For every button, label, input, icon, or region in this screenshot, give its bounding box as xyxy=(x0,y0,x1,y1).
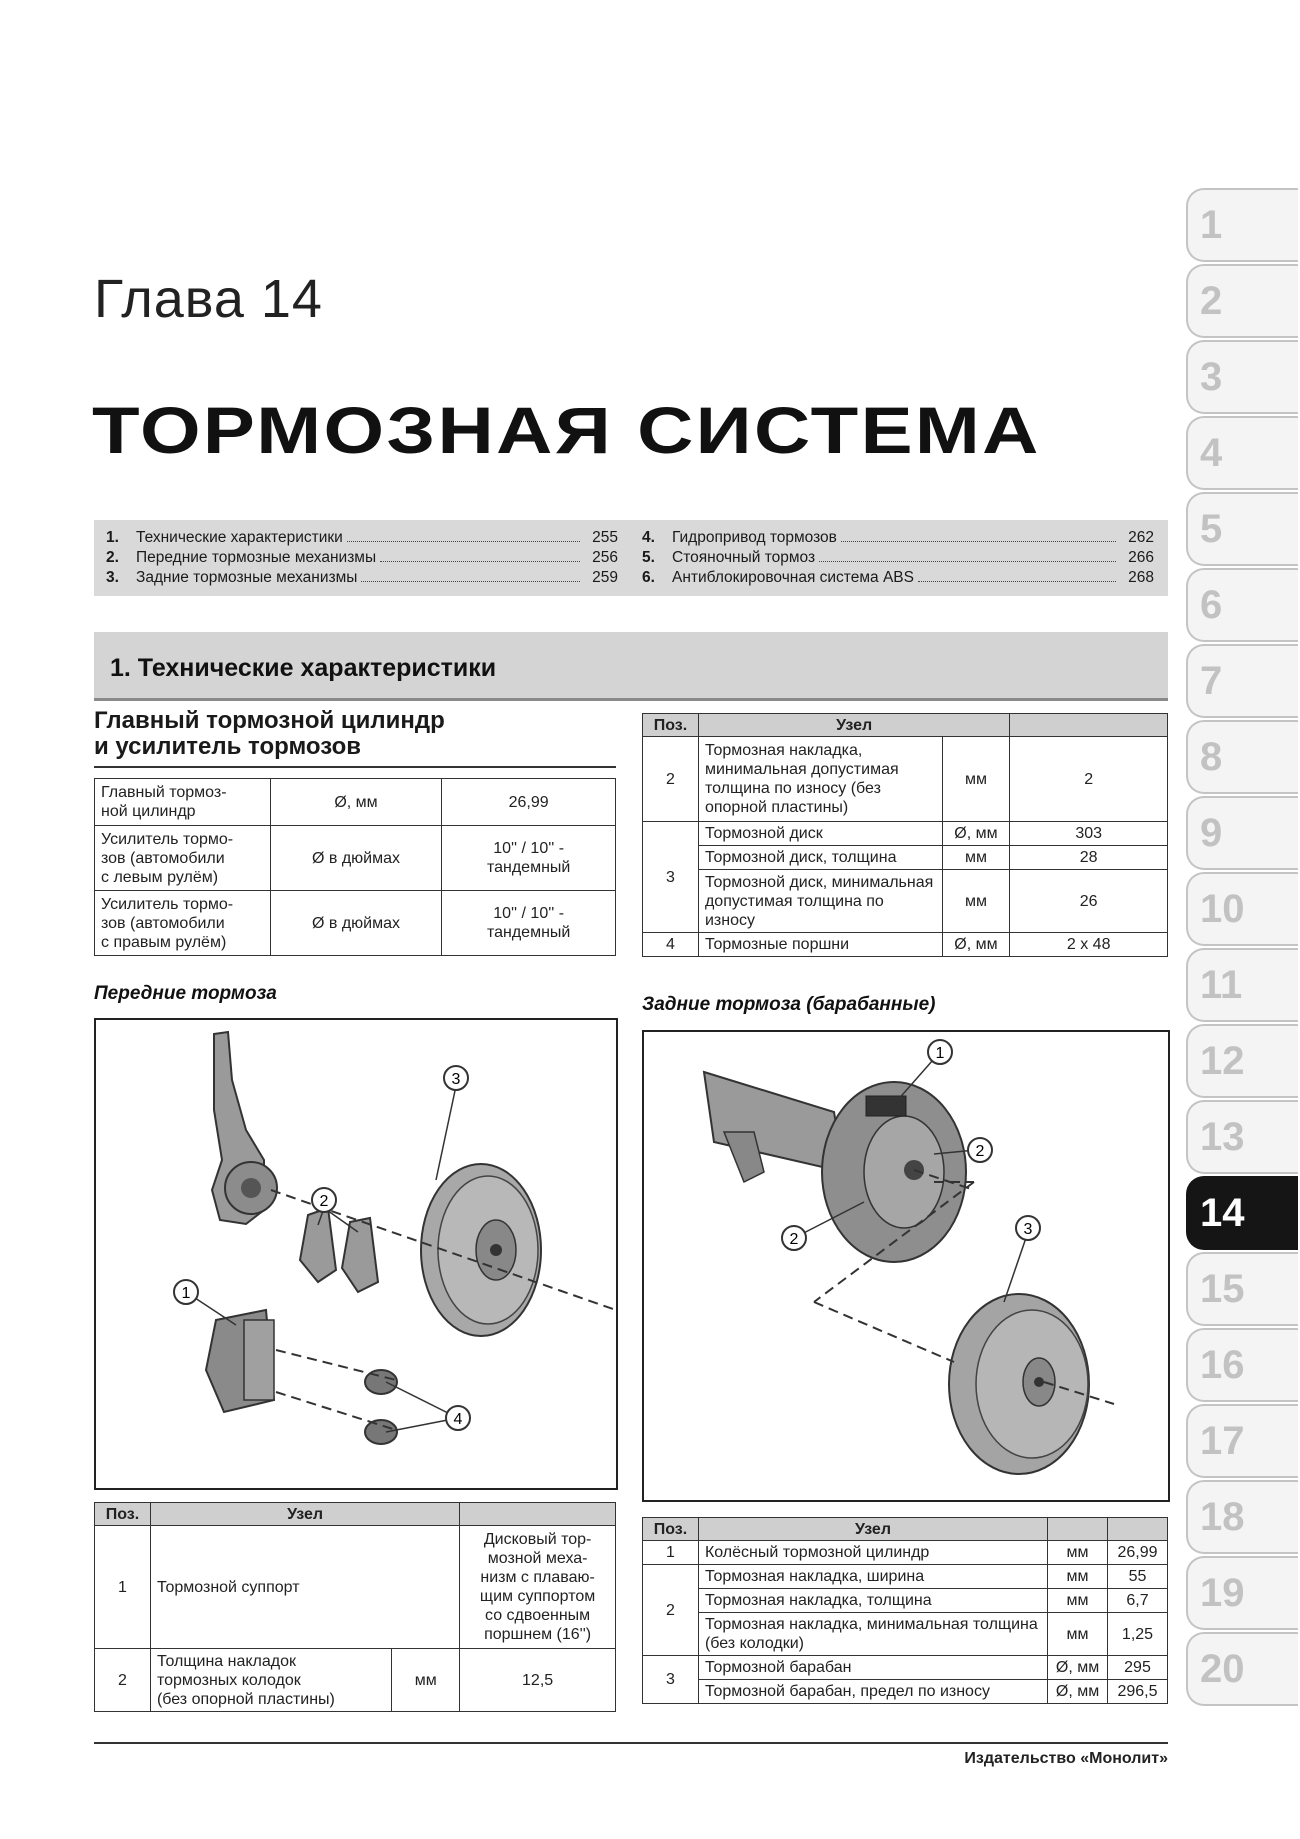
table-row: 3 Тормозной барабан Ø, мм 295 xyxy=(643,1656,1168,1680)
callout-number: 3 xyxy=(451,1071,461,1088)
table-row: 1 Колёсный тормозной цилиндр мм 26,99 xyxy=(643,1541,1168,1565)
table-row: Усилитель тормо- зов (автомобили с левым рулём) Ø в дюймах 10'' / 10'' - тандемный xyxy=(95,826,616,891)
rear-brakes-illustration xyxy=(642,1030,1170,1502)
callout-number: 2 xyxy=(789,1231,799,1248)
toc-item[interactable]: 4. Гидропривод тормозов 262 xyxy=(642,529,1154,546)
chapter-toc xyxy=(94,520,1168,596)
rear-brake-components-table xyxy=(642,1517,1168,1704)
publisher-credit: Издательство «Монолит» xyxy=(964,1750,1168,1767)
chapter-tab-11[interactable]: 11 xyxy=(1186,948,1298,1022)
chapter-tab-14[interactable]: 14 xyxy=(1186,1176,1298,1250)
chapter-tab-16[interactable]: 16 xyxy=(1186,1328,1298,1402)
toc-item[interactable]: 1. Технические характеристики 255 xyxy=(106,529,618,546)
table-row: Тормозной барабан, предел по износу Ø, мм 296,5 xyxy=(643,1680,1168,1704)
table-row: 2 Тормозная накладка, минимальная допустимая толщина по износу (без опорной пластины) мм 2 xyxy=(643,737,1168,822)
chapter-tab-12[interactable]: 12 xyxy=(1186,1024,1298,1098)
chapter-tab-8[interactable]: 8 xyxy=(1186,720,1298,794)
table-row: Тормозной диск, толщина мм 28 xyxy=(643,846,1168,870)
chapter-tab-19[interactable]: 19 xyxy=(1186,1556,1298,1630)
toc-item[interactable]: 5. Стояночный тормоз 266 xyxy=(642,549,1154,566)
callout-number: 2 xyxy=(319,1193,329,1210)
toc-item[interactable]: 6. Антиблокировочная система ABS 268 xyxy=(642,569,1154,586)
chapter-tab-18[interactable]: 18 xyxy=(1186,1480,1298,1554)
table-row: 2 Толщина накладок тормозных колодок (без опорной пластины) мм 12,5 xyxy=(95,1649,616,1712)
rear-brakes-diagram xyxy=(644,1032,1168,1500)
table-row: 3 Тормозной диск Ø, мм 303 xyxy=(643,822,1168,846)
front-brakes-illustration xyxy=(94,1018,618,1490)
table-row: Тормозной диск, минимальная допустимая толщина по износу мм 26 xyxy=(643,870,1168,933)
chapter-tab-20[interactable]: 20 xyxy=(1186,1632,1298,1706)
callout-number: 2 xyxy=(975,1143,985,1160)
chapter-tab-5[interactable]: 5 xyxy=(1186,492,1298,566)
table-row: 1 Тормозной суппорт Дисковый тор- мозной меха- низм с плаваю- щим суппортом со сдвоенным поршнем (16'') xyxy=(95,1526,616,1649)
rear-brakes-caption: Задние тормоза (барабанные) xyxy=(642,994,936,1015)
chapter-tab-3[interactable]: 3 xyxy=(1186,340,1298,414)
front-brake-specs-table xyxy=(642,713,1168,957)
table-row: Тормозная накладка, толщина мм 6,7 xyxy=(643,1589,1168,1613)
table-row: 4 Тормозные поршни Ø, мм 2 х 48 xyxy=(643,933,1168,957)
footer-divider xyxy=(94,1742,1168,1744)
chapter-tab-7[interactable]: 7 xyxy=(1186,644,1298,718)
table-header-row: Поз. Узел xyxy=(643,714,1168,737)
table-row: 2 Тормозная накладка, ширина мм 55 xyxy=(643,1565,1168,1589)
section-title: 1. Технические характеристики xyxy=(110,654,497,682)
chapter-tab-15[interactable]: 15 xyxy=(1186,1252,1298,1326)
table-row: Усилитель тормо- зов (автомобили с правым рулём) Ø в дюймах 10'' / 10'' - тандемный xyxy=(95,891,616,956)
callout-number: 4 xyxy=(453,1411,463,1428)
chapter-title: ТОРМОЗНАЯ СИСТЕМА xyxy=(92,393,1041,467)
chapter-tab-1[interactable]: 1 xyxy=(1186,188,1298,262)
chapter-tab-6[interactable]: 6 xyxy=(1186,568,1298,642)
chapter-tab-4[interactable]: 4 xyxy=(1186,416,1298,490)
toc-item[interactable]: 3. Задние тормозные механизмы 259 xyxy=(106,569,618,586)
master-cylinder-heading: Главный тормозной цилиндр и усилитель тормозов xyxy=(94,708,616,768)
front-brake-components-table xyxy=(94,1502,616,1712)
chapter-tab-9[interactable]: 9 xyxy=(1186,796,1298,870)
toc-column-right xyxy=(642,528,1154,588)
table-row: Тормозная накладка, минимальная толщина (без колодки) мм 1,25 xyxy=(643,1613,1168,1656)
toc-column-left xyxy=(106,528,618,588)
section-header xyxy=(94,632,1168,701)
callout-number: 1 xyxy=(935,1045,945,1062)
callout-number: 3 xyxy=(1023,1221,1033,1238)
chapter-label: Глава 14 xyxy=(94,269,323,329)
chapter-tab-2[interactable]: 2 xyxy=(1186,264,1298,338)
toc-item[interactable]: 2. Передние тормозные механизмы 256 xyxy=(106,549,618,566)
table-header-row: Поз. Узел xyxy=(643,1518,1168,1541)
table-row: Главный тормоз- ной цилиндр Ø, мм 26,99 xyxy=(95,779,616,826)
callout-number: 1 xyxy=(181,1285,191,1302)
table-header-row: Поз. Узел xyxy=(95,1503,616,1526)
chapter-tab-10[interactable]: 10 xyxy=(1186,872,1298,946)
front-brakes-caption: Передние тормоза xyxy=(94,983,277,1004)
chapter-tab-17[interactable]: 17 xyxy=(1186,1404,1298,1478)
chapter-tab-13[interactable]: 13 xyxy=(1186,1100,1298,1174)
master-cylinder-table xyxy=(94,778,616,956)
front-brakes-diagram xyxy=(96,1020,616,1488)
